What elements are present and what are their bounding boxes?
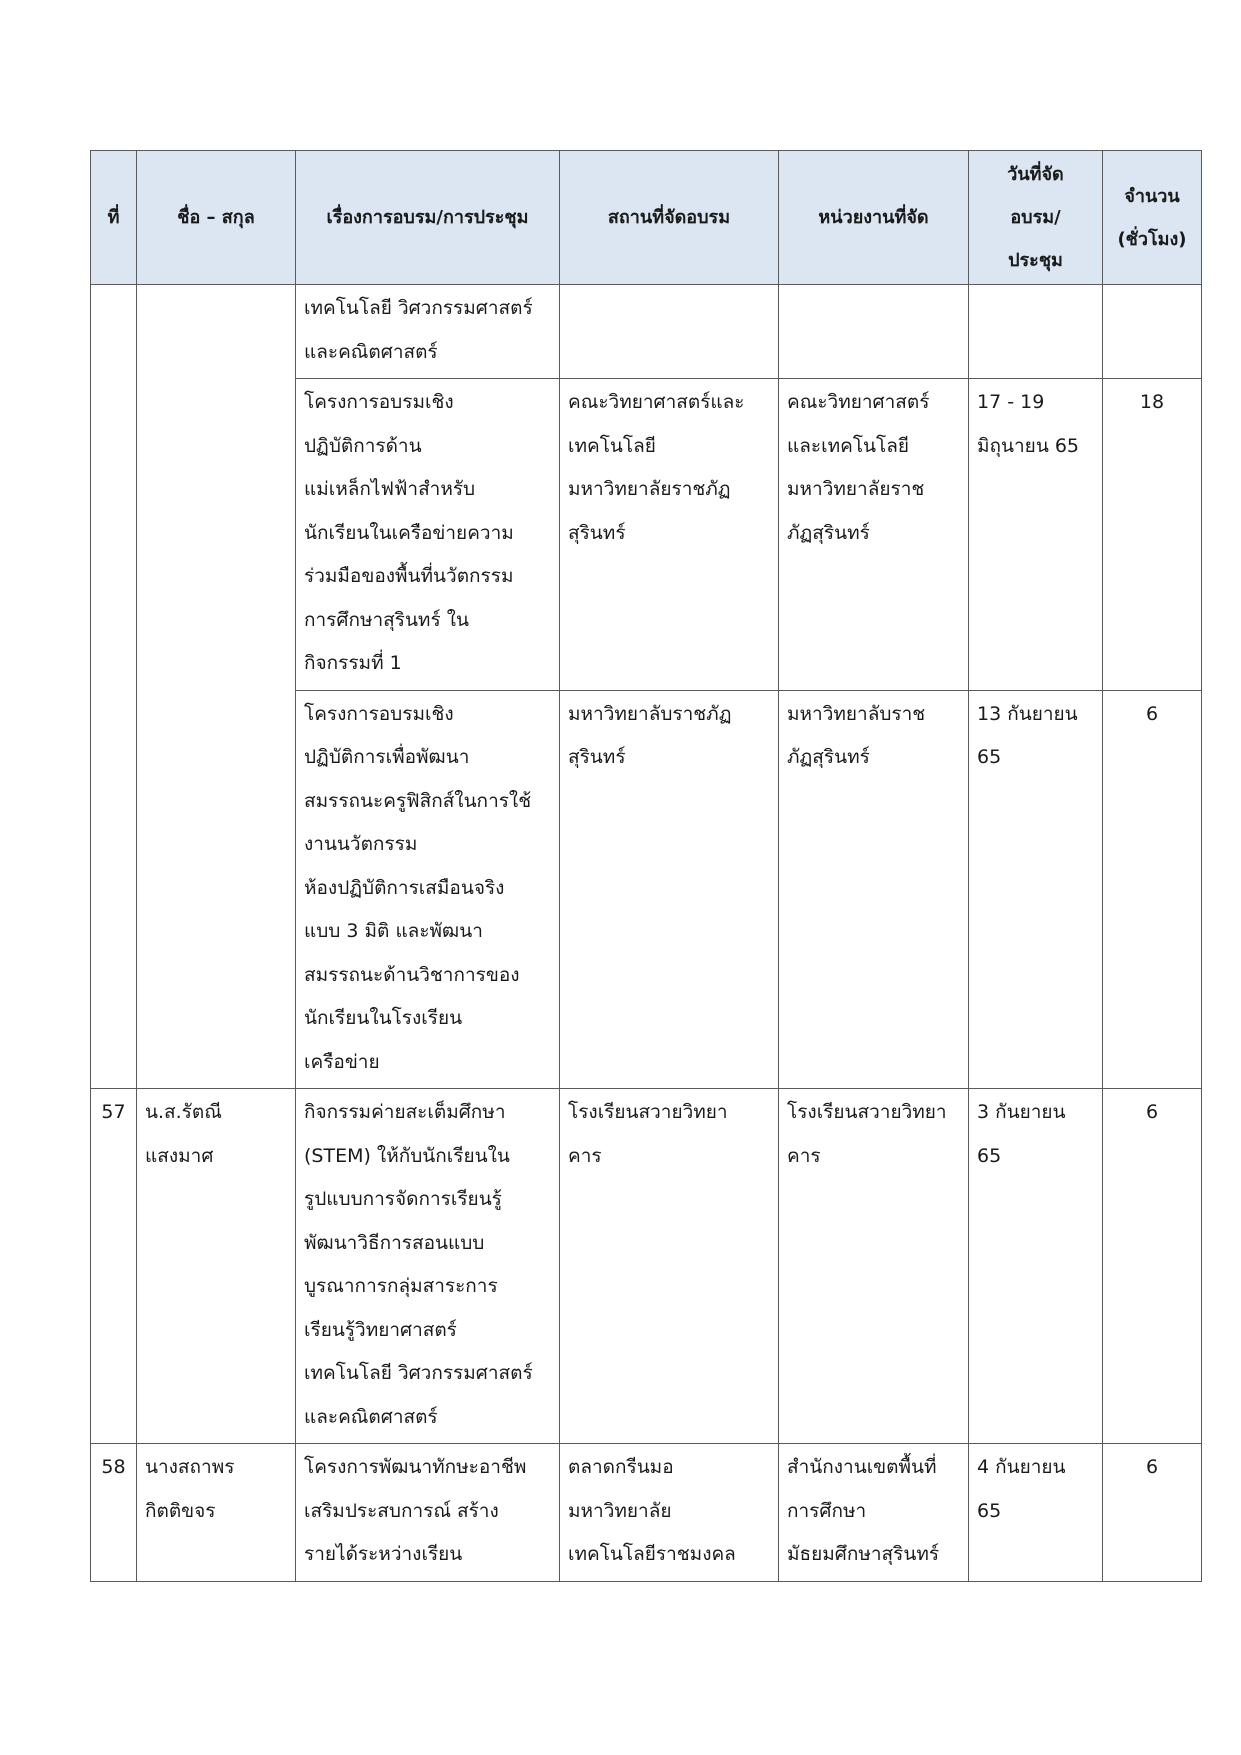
cell-date: 4 กันยายน 65	[969, 1444, 1103, 1582]
cell-organizer: คณะวิทยาศาสตร์ และเทคโนโลยี มหาวิทยาลัยราช ภัฏสุรินทร์	[779, 379, 969, 691]
table-row	[91, 285, 1202, 379]
cell-topic: โครงการอบรมเชิง ปฏิบัติการเพื่อพัฒนา สมรรถนะครูฟิสิกส์ในการใช้ งานนวัตกรรม ห้องปฏิบัติการเสมือนจริง แบบ 3 มิติ และพัฒนา สมรรถนะด้านวิชาการของ นักเรียนในโรงเรียน เครือข่าย	[296, 690, 560, 1089]
cell-hours	[1103, 285, 1202, 379]
header-venue: สถานที่จัดอบรม	[560, 151, 779, 285]
cell-no: 57	[91, 1089, 137, 1444]
cell-organizer: โรงเรียนสวายวิทยา คาร	[779, 1089, 969, 1444]
cell-topic: โครงการอบรมเชิง ปฏิบัติการด้าน แม่เหล็กไฟฟ้าสำหรับ นักเรียนในเครือข่ายความ ร่วมมือของพื้นที่นวัตกรรม การศึกษาสุรินทร์ ใน กิจกรรมที่ 1	[296, 379, 560, 691]
cell-venue: ตลาดกรีนมอ มหาวิทยาลัย เทคโนโลยีราชมงคล	[560, 1444, 779, 1582]
cell-hours: 6	[1103, 690, 1202, 1089]
cell-topic: กิจกรรมค่ายสะเต็มศึกษา (STEM) ให้กับนักเรียนใน รูปแบบการจัดการเรียนรู้ พัฒนาวิธีการสอนแบบ บูรณาการกลุ่มสาระการ เรียนรู้วิทยาศาสตร์ เทคโนโลยี วิศวกรรมศาสตร์ และคณิตศาสตร์	[296, 1089, 560, 1444]
cell-venue: มหาวิทยาลับราชภัฏ สุรินทร์	[560, 690, 779, 1089]
header-no: ที่	[91, 151, 137, 285]
table-row	[91, 1089, 1202, 1444]
cell-hours: 6	[1103, 1089, 1202, 1444]
header-date: วันที่จัด อบรม/ ประชุม	[969, 151, 1103, 285]
header-row	[91, 151, 1202, 285]
header-organizer: หน่วยงานที่จัด	[779, 151, 969, 285]
cell-no: 58	[91, 1444, 137, 1582]
training-table	[90, 150, 1202, 1582]
cell-no	[91, 285, 137, 1089]
cell-organizer: สำนักงานเขตพื้นที่ การศึกษา มัธยมศึกษาสุรินทร์	[779, 1444, 969, 1582]
table-row	[91, 1444, 1202, 1582]
cell-venue: โรงเรียนสวายวิทยา คาร	[560, 1089, 779, 1444]
cell-organizer: มหาวิทยาลับราช ภัฏสุรินทร์	[779, 690, 969, 1089]
cell-organizer	[779, 285, 969, 379]
cell-topic: โครงการพัฒนาทักษะอาชีพ เสริมประสบการณ์ สร้าง รายได้ระหว่างเรียน	[296, 1444, 560, 1582]
cell-date: 13 กันยายน 65	[969, 690, 1103, 1089]
cell-date: 3 กันยายน 65	[969, 1089, 1103, 1444]
cell-date: 17 - 19 มิถุนายน 65	[969, 379, 1103, 691]
cell-venue: คณะวิทยาศาสตร์และ เทคโนโลยี มหาวิทยาลัยราชภัฏ สุรินทร์	[560, 379, 779, 691]
header-hours: จำนวน (ชั่วโมง)	[1103, 151, 1202, 285]
header-name: ชื่อ – สกุล	[137, 151, 296, 285]
cell-name: น.ส.รัตณี แสงมาศ	[137, 1089, 296, 1444]
cell-hours: 18	[1103, 379, 1202, 691]
cell-name: นางสถาพร กิตติขจร	[137, 1444, 296, 1582]
cell-date	[969, 285, 1103, 379]
cell-topic: เทคโนโลยี วิศวกรรมศาสตร์ และคณิตศาสตร์	[296, 285, 560, 379]
cell-name	[137, 285, 296, 1089]
header-topic: เรื่องการอบรม/การประชุม	[296, 151, 560, 285]
cell-hours: 6	[1103, 1444, 1202, 1582]
cell-venue	[560, 285, 779, 379]
